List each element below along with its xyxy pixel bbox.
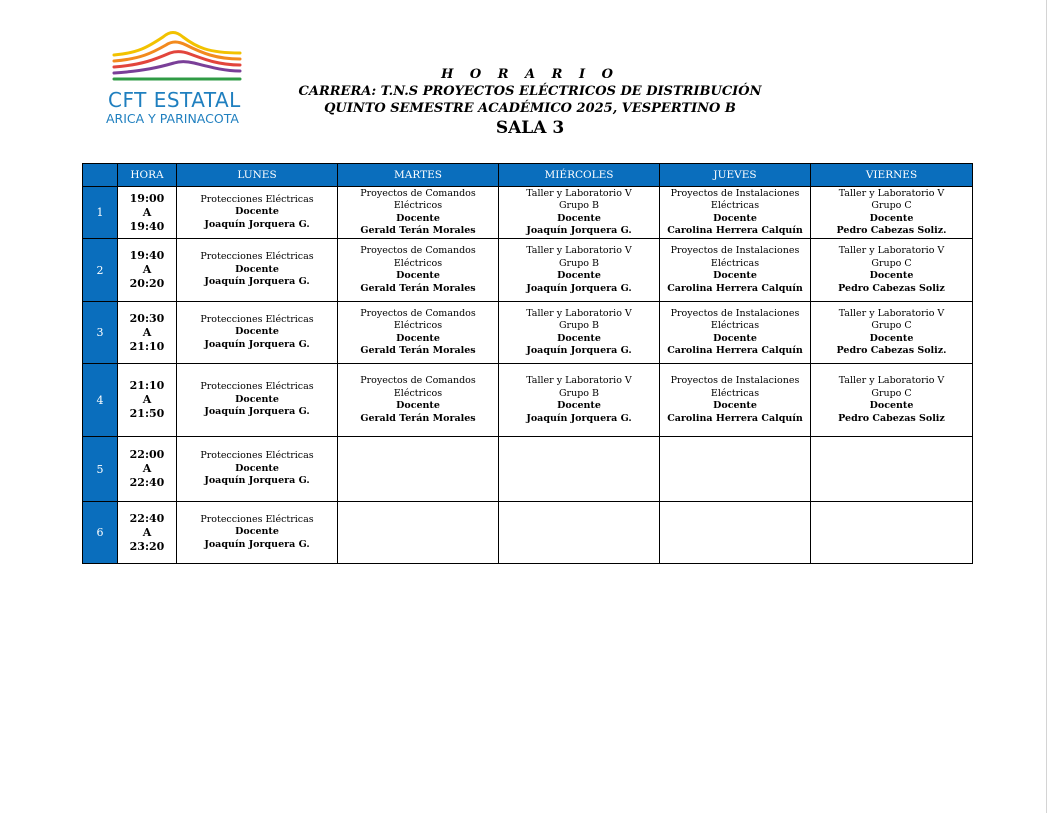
course-name: Protecciones Eléctricas xyxy=(200,450,314,462)
class-cell xyxy=(660,187,811,239)
course-name: Protecciones Eléctricas xyxy=(200,251,314,263)
course-name: Grupo C xyxy=(871,387,912,399)
course-name: Grupo C xyxy=(871,320,912,331)
course-name: Proyectos de Instalaciones xyxy=(670,307,800,319)
teacher-name: Gerald Terán Morales xyxy=(360,345,476,356)
teacher-role: Docente xyxy=(396,270,440,281)
course-name: Protecciones Eléctricas xyxy=(200,381,314,393)
row-number: 5 xyxy=(83,437,118,502)
class-cell xyxy=(811,302,973,364)
col-header-viernes: VIERNES xyxy=(811,164,973,187)
teacher-role: Docente xyxy=(557,270,601,281)
teacher-role: Docente xyxy=(235,393,279,405)
course-name: Proyectos de Instalaciones xyxy=(670,245,800,256)
class-cell xyxy=(499,302,660,364)
cft-logo xyxy=(103,27,253,132)
teacher-name: Pedro Cabezas Soliz xyxy=(838,412,945,424)
course-name: Eléctricos xyxy=(393,257,443,269)
col-header-lunes: LUNES xyxy=(177,164,338,187)
time-slot-line: 21:10 xyxy=(129,339,165,353)
class-cell xyxy=(177,502,338,564)
header-row xyxy=(83,164,973,187)
class-cell xyxy=(499,187,660,239)
time-slot-line: 21:50 xyxy=(129,407,165,420)
mountain-logo-icon xyxy=(108,27,248,85)
row-number: 6 xyxy=(83,502,118,564)
course-name: Eléctricas xyxy=(710,320,760,331)
course-name: Proyectos de Comandos xyxy=(360,245,476,256)
class-cell xyxy=(660,302,811,364)
teacher-role: Docente xyxy=(869,270,914,281)
course-name: Taller y Laboratorio V xyxy=(838,245,945,256)
teacher-name: Carolina Herrera Calquín xyxy=(667,412,803,424)
time-slot-line: 22:00 xyxy=(129,448,165,461)
teacher-name: Carolina Herrera Calquín xyxy=(667,282,803,294)
class-cell xyxy=(811,239,973,302)
course-name: Grupo B xyxy=(558,257,600,269)
teacher-role: Docente xyxy=(557,212,601,224)
teacher-name: Joaquín Jorquera G. xyxy=(526,412,632,424)
course-name: Eléctricos xyxy=(393,320,443,331)
time-slot-line: 20:30 xyxy=(129,311,165,325)
class-cell xyxy=(660,364,811,437)
room-label: SALA 3 xyxy=(495,118,565,138)
col-header-number xyxy=(83,164,118,187)
row-number: 2 xyxy=(83,239,118,302)
course-name: Protecciones Eléctricas xyxy=(200,193,314,205)
empty-cell xyxy=(338,502,499,564)
class-cell xyxy=(338,187,499,239)
course-name: Eléctricas xyxy=(710,200,760,211)
empty-cell xyxy=(338,437,499,502)
time-slot-line: A xyxy=(142,462,152,475)
time-slot-line: 22:40 xyxy=(129,511,165,525)
time-slot xyxy=(118,187,177,239)
course-name: Eléctricos xyxy=(393,200,443,211)
class-cell xyxy=(177,437,338,502)
teacher-role: Docente xyxy=(713,270,757,281)
semester-line: QUINTO SEMESTRE ACADÉMICO 2025, VESPERTINO B xyxy=(324,101,736,116)
course-name: Grupo B xyxy=(558,387,600,399)
class-cell xyxy=(177,187,338,239)
time-slot xyxy=(118,364,177,437)
teacher-role: Docente xyxy=(713,212,757,224)
teacher-role: Docente xyxy=(396,400,440,411)
logo-name: CFT ESTATAL xyxy=(108,88,241,112)
teacher-role: Docente xyxy=(713,332,757,344)
time-slot xyxy=(118,502,177,564)
empty-cell xyxy=(660,437,811,502)
class-cell xyxy=(499,364,660,437)
teacher-name: Pedro Cabezas Soliz xyxy=(838,282,945,294)
teacher-name: Joaquín Jorquera G. xyxy=(526,282,632,294)
row-number: 3 xyxy=(83,302,118,364)
time-slot-line: 20:20 xyxy=(129,277,165,290)
empty-cell xyxy=(811,502,973,564)
empty-cell xyxy=(660,502,811,564)
teacher-role: Docente xyxy=(557,332,601,344)
schedule-row xyxy=(83,364,973,437)
teacher-name: Carolina Herrera Calquín xyxy=(667,225,803,236)
teacher-role: Docente xyxy=(235,206,279,218)
teacher-name: Joaquín Jorquera G. xyxy=(204,276,310,288)
teacher-name: Pedro Cabezas Soliz. xyxy=(836,225,947,236)
time-slot-line: A xyxy=(142,205,152,219)
teacher-role: Docente xyxy=(557,400,601,411)
time-slot xyxy=(118,437,177,502)
time-slot-line: A xyxy=(142,263,152,276)
course-name: Taller y Laboratorio V xyxy=(526,187,632,199)
time-slot-line: 19:00 xyxy=(129,191,165,205)
teacher-name: Joaquín Jorquera G. xyxy=(526,345,632,356)
course-name: Eléctricos xyxy=(393,387,443,399)
schedule-row xyxy=(83,239,973,302)
teacher-name: Joaquín Jorquera G. xyxy=(204,406,310,418)
class-cell xyxy=(660,239,811,302)
schedule-row xyxy=(83,437,973,502)
schedule-row xyxy=(83,302,973,364)
time-slot-line: 21:10 xyxy=(129,379,165,392)
course-name: Proyectos de Comandos xyxy=(360,187,476,199)
class-cell xyxy=(338,239,499,302)
course-name: Taller y Laboratorio V xyxy=(526,307,632,319)
course-name: Proyectos de Instalaciones xyxy=(670,187,800,199)
time-slot-line: 22:40 xyxy=(129,476,165,489)
class-cell xyxy=(811,364,973,437)
col-header-hora: HORA xyxy=(118,164,177,187)
course-name: Eléctricas xyxy=(710,257,760,269)
class-cell xyxy=(177,302,338,364)
course-name: Protecciones Eléctricas xyxy=(200,313,314,325)
teacher-role: Docente xyxy=(235,526,279,538)
schedule-heading xyxy=(280,66,780,139)
time-slot xyxy=(118,302,177,364)
teacher-role: Docente xyxy=(235,263,279,275)
teacher-role: Docente xyxy=(396,332,440,344)
time-slot-line: 23:20 xyxy=(129,539,165,553)
course-name: Taller y Laboratorio V xyxy=(526,375,632,386)
course-name: Taller y Laboratorio V xyxy=(838,187,945,199)
col-header-jueves: JUEVES xyxy=(660,164,811,187)
teacher-name: Carolina Herrera Calquín xyxy=(667,345,803,356)
class-cell xyxy=(338,364,499,437)
schedule-title: H O R A R I O xyxy=(441,67,619,82)
teacher-name: Joaquín Jorquera G. xyxy=(204,475,310,487)
course-name: Grupo B xyxy=(558,200,600,211)
empty-cell xyxy=(499,437,660,502)
time-slot-line: 19:40 xyxy=(129,219,165,233)
teacher-role: Docente xyxy=(869,212,914,224)
class-cell xyxy=(177,239,338,302)
teacher-name: Gerald Terán Morales xyxy=(360,282,476,294)
class-cell xyxy=(177,364,338,437)
col-header-miercoles: MIÉRCOLES xyxy=(499,164,660,187)
time-slot-line: 19:40 xyxy=(129,249,165,262)
teacher-name: Pedro Cabezas Soliz. xyxy=(836,345,947,356)
course-name: Taller y Laboratorio V xyxy=(838,375,945,386)
teacher-name: Joaquín Jorquera G. xyxy=(204,338,310,350)
teacher-role: Docente xyxy=(235,326,279,338)
class-cell xyxy=(338,302,499,364)
teacher-name: Gerald Terán Morales xyxy=(360,225,476,236)
teacher-role: Docente xyxy=(235,462,279,474)
teacher-name: Joaquín Jorquera G. xyxy=(526,225,632,236)
course-name: Proyectos de Instalaciones xyxy=(670,375,800,386)
course-name: Grupo C xyxy=(871,257,912,269)
page-edge-divider xyxy=(1046,0,1047,813)
course-name: Proyectos de Comandos xyxy=(360,307,476,319)
teacher-name: Joaquín Jorquera G. xyxy=(204,538,310,550)
course-name: Taller y Laboratorio V xyxy=(526,245,632,256)
time-slot xyxy=(118,239,177,302)
schedule-table xyxy=(82,163,973,564)
teacher-role: Docente xyxy=(869,400,914,411)
teacher-name: Gerald Terán Morales xyxy=(360,412,476,424)
course-name: Protecciones Eléctricas xyxy=(200,513,314,525)
time-slot-line: A xyxy=(142,393,152,406)
schedule-row xyxy=(83,502,973,564)
empty-cell xyxy=(499,502,660,564)
class-cell xyxy=(499,239,660,302)
teacher-role: Docente xyxy=(396,212,440,224)
row-number: 1 xyxy=(83,187,118,239)
schedule-row xyxy=(83,187,973,239)
time-slot-line: A xyxy=(142,325,152,339)
teacher-role: Docente xyxy=(713,400,757,411)
course-name: Eléctricas xyxy=(710,387,760,399)
row-number: 4 xyxy=(83,364,118,437)
course-name: Proyectos de Comandos xyxy=(360,375,476,386)
course-name: Grupo C xyxy=(871,200,912,211)
teacher-name: Joaquín Jorquera G. xyxy=(204,218,310,230)
logo-region: ARICA Y PARINACOTA xyxy=(106,111,239,126)
course-name: Taller y Laboratorio V xyxy=(838,307,945,319)
empty-cell xyxy=(811,437,973,502)
class-cell xyxy=(811,187,973,239)
career-name: CARRERA: T.N.S PROYECTOS ELÉCTRICOS DE DISTRIBUCIÓN xyxy=(298,84,762,99)
col-header-martes: MARTES xyxy=(338,164,499,187)
teacher-role: Docente xyxy=(869,332,914,344)
time-slot-line: A xyxy=(142,525,152,539)
course-name: Grupo B xyxy=(558,320,600,331)
